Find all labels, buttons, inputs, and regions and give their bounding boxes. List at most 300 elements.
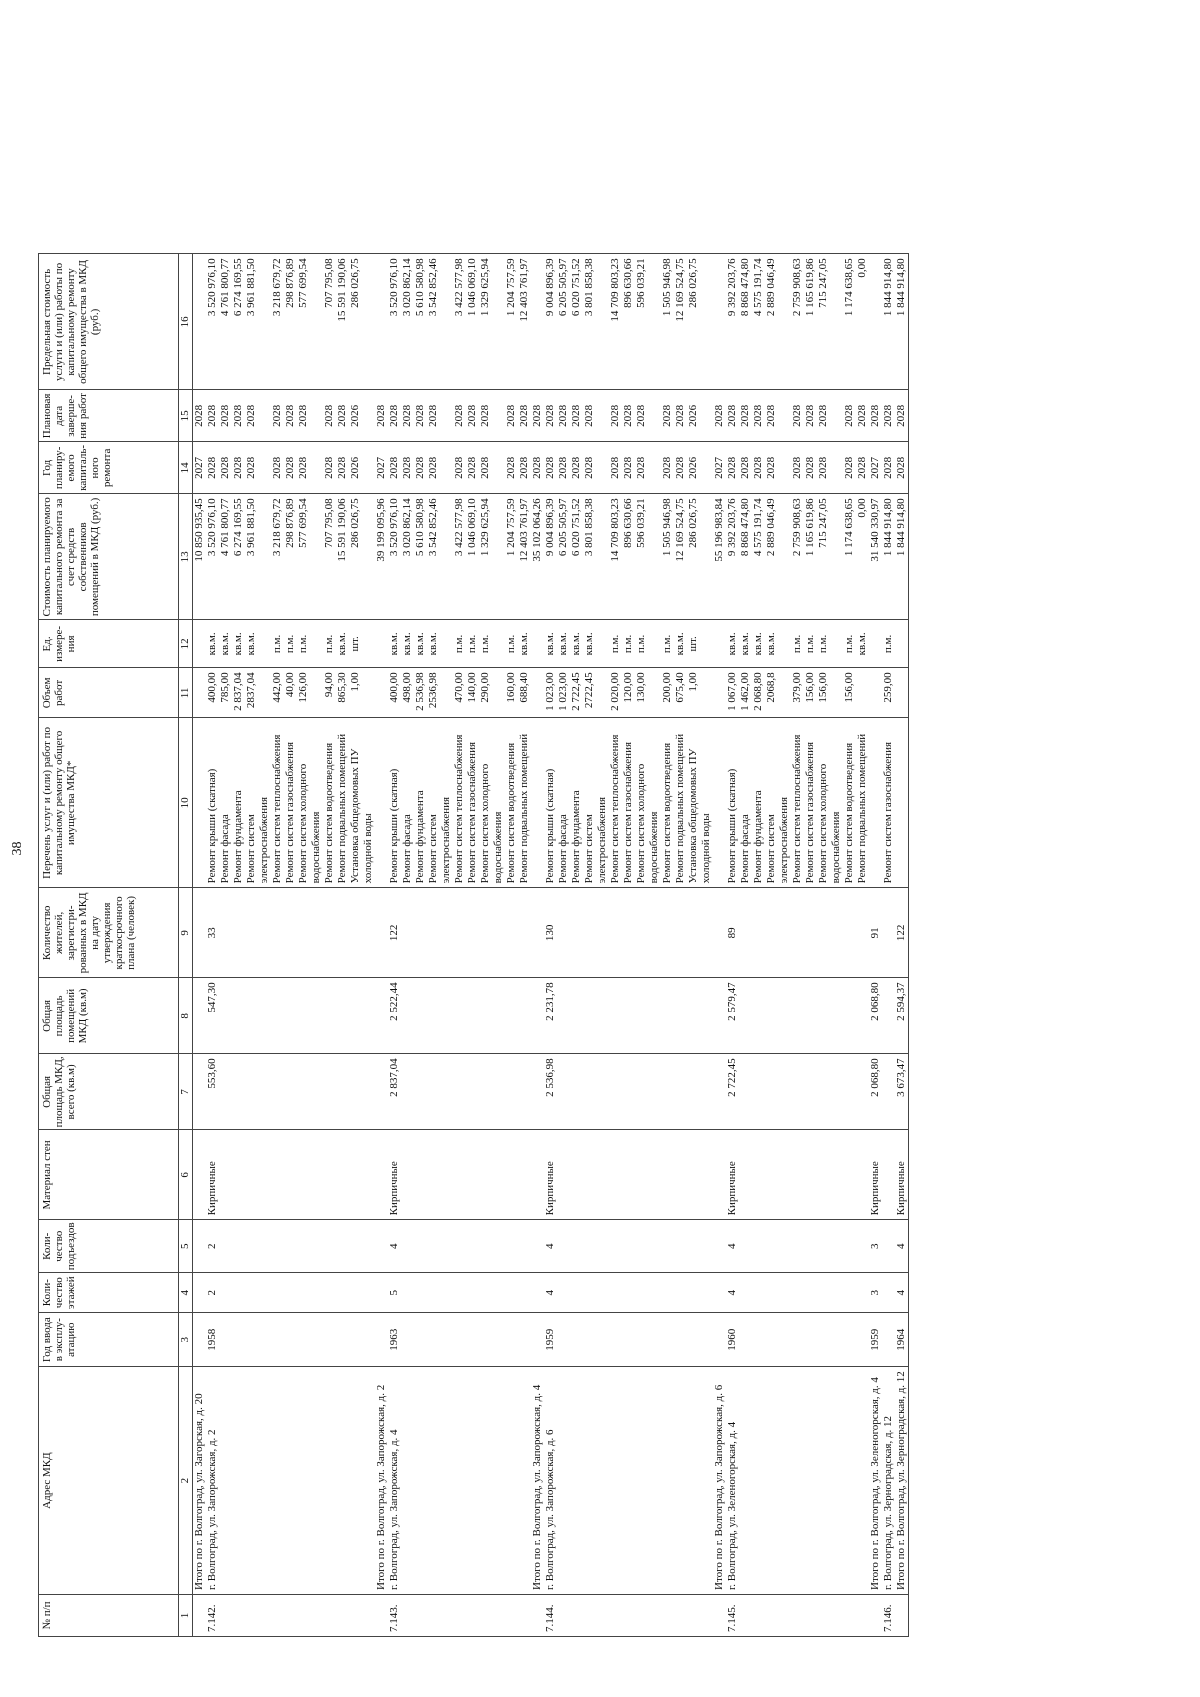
table-cell	[466, 1054, 479, 1130]
table-cell: Установка общедомовых ПУ	[687, 718, 700, 888]
table-cell	[375, 888, 388, 978]
table-cell	[843, 1130, 856, 1220]
table-cell: 2 068,80	[752, 668, 765, 718]
table-cell: 4	[726, 1220, 739, 1273]
table-cell: 2028	[752, 442, 765, 494]
table-cell	[336, 1220, 349, 1273]
table-cell	[765, 1595, 778, 1637]
table-cell: 2 579,47	[726, 978, 739, 1054]
table-cell	[895, 1595, 909, 1637]
table-cell: 1,00	[687, 668, 700, 718]
table-cell	[778, 978, 791, 1054]
column-number: 6	[179, 1130, 193, 1220]
column-number: 14	[179, 442, 193, 494]
table-cell	[791, 1595, 804, 1637]
table-cell	[596, 494, 609, 620]
table-cell	[830, 494, 843, 620]
table-row	[258, 254, 271, 1637]
table-cell	[882, 1054, 895, 1130]
header-cell: Перечень услуг и (или) работ по капитальному ремонту общего имущества МКД*	[39, 718, 179, 888]
table-cell	[895, 668, 909, 718]
table-cell: 2026	[687, 390, 700, 442]
table-cell	[765, 1313, 778, 1367]
table-cell	[440, 1220, 453, 1273]
table-cell	[271, 1220, 284, 1273]
header-row	[39, 254, 179, 1637]
table-cell	[752, 1313, 765, 1367]
table-cell: 286 026,75	[687, 254, 700, 390]
table-cell	[466, 888, 479, 978]
table-cell: 14 709 803,23	[609, 254, 622, 390]
table-cell: 55 196 983,84	[713, 494, 726, 620]
table-cell	[557, 978, 570, 1054]
table-cell	[284, 1220, 297, 1273]
table-cell	[609, 1054, 622, 1130]
table-cell	[362, 1313, 375, 1367]
table-cell: водоснабжения	[492, 718, 505, 888]
table-cell	[193, 888, 207, 978]
table-cell	[375, 1595, 388, 1637]
table-cell: 2 722,45	[570, 668, 583, 718]
table-cell: 140,00	[466, 668, 479, 718]
table-cell	[700, 1054, 713, 1130]
table-cell: 2028	[882, 390, 895, 442]
table-cell: 2028	[791, 390, 804, 442]
column-number: 1	[179, 1595, 193, 1637]
table-row	[531, 254, 544, 1637]
table-cell: кв.м.	[752, 620, 765, 668]
table-cell	[778, 1595, 791, 1637]
table-cell	[856, 888, 869, 978]
table-cell: 3 422 577,98	[453, 254, 466, 390]
table-cell	[830, 620, 843, 668]
table-cell: 596 039,21	[635, 254, 648, 390]
table-cell	[453, 1130, 466, 1220]
table-body	[193, 254, 909, 1637]
table-cell	[817, 1273, 830, 1313]
table-cell: 1 462,00	[739, 668, 752, 718]
table-cell	[375, 620, 388, 668]
table-cell	[713, 1054, 726, 1130]
table-cell	[518, 1367, 531, 1595]
table-cell	[427, 1595, 440, 1637]
table-cell	[843, 1273, 856, 1313]
table-cell	[752, 978, 765, 1054]
table-cell	[596, 620, 609, 668]
table-cell: 286 026,75	[687, 494, 700, 620]
table-cell	[817, 1367, 830, 1595]
table-cell	[505, 1220, 518, 1273]
table-cell	[570, 1054, 583, 1130]
table-cell: 2028	[817, 390, 830, 442]
header-cell: Ед. измере-ния	[39, 620, 179, 668]
table-cell: 2028	[752, 390, 765, 442]
table-cell	[219, 1054, 232, 1130]
table-cell	[609, 1313, 622, 1367]
table-row	[362, 254, 375, 1637]
table-cell	[258, 888, 271, 978]
table-cell: 12 169 524,75	[674, 254, 687, 390]
table-cell: 4	[726, 1273, 739, 1313]
table-cell	[466, 1273, 479, 1313]
table-row	[505, 254, 518, 1637]
table-cell	[232, 888, 245, 978]
table-cell: электроснабжения	[440, 718, 453, 888]
table-cell: Ремонт фасада	[219, 718, 232, 888]
table-cell: 2068,8	[765, 668, 778, 718]
table-cell: 2 068,80	[869, 978, 882, 1054]
table-row	[583, 254, 596, 1637]
table-row	[804, 254, 817, 1637]
table-cell: 2 020,00	[609, 668, 622, 718]
table-cell	[362, 888, 375, 978]
table-cell	[427, 1054, 440, 1130]
table-row	[375, 254, 388, 1637]
table-cell	[713, 1313, 726, 1367]
table-cell	[440, 1273, 453, 1313]
table-cell	[362, 1273, 375, 1313]
table-cell: 4	[544, 1220, 557, 1273]
table-cell	[531, 1273, 544, 1313]
table-cell	[869, 718, 882, 888]
table-cell	[414, 1595, 427, 1637]
table-cell: 89	[726, 888, 739, 978]
table-cell: Ремонт систем	[765, 718, 778, 888]
table-cell	[869, 620, 882, 668]
table-cell	[505, 1130, 518, 1220]
table-cell: 7.146.	[882, 1595, 895, 1637]
table-cell: водоснабжения	[830, 718, 843, 888]
table-cell	[791, 1220, 804, 1273]
table-cell	[765, 1273, 778, 1313]
table-cell: 1 329 625,94	[479, 254, 492, 390]
table-cell	[518, 1054, 531, 1130]
table-cell: 2028	[401, 390, 414, 442]
table-cell	[661, 1130, 674, 1220]
table-cell	[609, 978, 622, 1054]
table-cell	[219, 1313, 232, 1367]
table-cell	[310, 1220, 323, 1273]
table-cell	[427, 1130, 440, 1220]
table-row	[557, 254, 570, 1637]
table-cell	[440, 1054, 453, 1130]
table-cell	[700, 620, 713, 668]
table-cell: холодной воды	[700, 718, 713, 888]
table-cell: 3 520 976,10	[206, 254, 219, 390]
table-cell	[336, 1054, 349, 1130]
table-row	[414, 254, 427, 1637]
table-cell	[375, 1220, 388, 1273]
table-cell	[375, 1313, 388, 1367]
table-cell: 1 204 757,59	[505, 254, 518, 390]
table-cell: 4	[544, 1273, 557, 1313]
table-cell: 2028	[297, 442, 310, 494]
table-cell	[492, 1313, 505, 1367]
table-cell	[739, 1273, 752, 1313]
table-cell	[596, 254, 609, 390]
table-cell: Ремонт систем холодного	[635, 718, 648, 888]
table-cell	[635, 978, 648, 1054]
table-cell	[401, 1367, 414, 1595]
table-cell	[297, 978, 310, 1054]
table-cell	[466, 1130, 479, 1220]
table-cell	[245, 1054, 258, 1130]
table-cell	[453, 978, 466, 1054]
table-row	[765, 254, 778, 1637]
table-cell	[596, 1313, 609, 1367]
table-cell	[362, 494, 375, 620]
table-cell	[492, 1130, 505, 1220]
table-cell: 1 505 946,98	[661, 254, 674, 390]
table-cell: 12 403 761,97	[518, 494, 531, 620]
table-cell: Ремонт фундамента	[232, 718, 245, 888]
table-cell	[648, 1273, 661, 1313]
header-cell: Объем работ	[39, 668, 179, 718]
table-cell: Ремонт систем	[245, 718, 258, 888]
table-cell	[804, 1220, 817, 1273]
table-cell: 3 961 881,50	[245, 494, 258, 620]
table-cell	[648, 1130, 661, 1220]
table-cell	[310, 620, 323, 668]
table-cell	[375, 1130, 388, 1220]
table-cell	[739, 1367, 752, 1595]
table-cell: 200,00	[661, 668, 674, 718]
table-cell	[596, 978, 609, 1054]
table-row	[284, 254, 297, 1637]
table-cell	[427, 888, 440, 978]
table-cell: Ремонт систем водоотведения	[843, 718, 856, 888]
table-cell	[648, 888, 661, 978]
table-cell	[674, 1367, 687, 1595]
table-cell	[440, 888, 453, 978]
table-cell	[297, 1273, 310, 1313]
table-cell: 2722,45	[583, 668, 596, 718]
table-cell: п.м.	[323, 620, 336, 668]
table-cell: 2028	[245, 442, 258, 494]
table-cell	[687, 1595, 700, 1637]
table-cell	[687, 1273, 700, 1313]
table-cell: 6 020 751,52	[570, 254, 583, 390]
table-row	[622, 254, 635, 1637]
table-cell	[375, 718, 388, 888]
table-cell	[648, 1367, 661, 1595]
table-cell	[427, 1313, 440, 1367]
table-cell	[674, 1220, 687, 1273]
table-cell	[635, 1273, 648, 1313]
table-cell	[531, 668, 544, 718]
table-cell	[661, 1313, 674, 1367]
table-cell	[310, 442, 323, 494]
table-cell: 156,00	[817, 668, 830, 718]
table-cell	[856, 1595, 869, 1637]
table-cell: 6 205 505,97	[557, 494, 570, 620]
table-cell	[258, 1220, 271, 1273]
table-cell	[414, 1220, 427, 1273]
table-cell: 2028	[466, 442, 479, 494]
table-cell	[245, 1313, 258, 1367]
table-cell: 2028	[895, 390, 909, 442]
header-cell: Стоимость планируемого капитального ремонта за счет средств собственников помещений в МКД (руб.)	[39, 494, 179, 620]
table-row	[843, 254, 856, 1637]
table-cell	[271, 888, 284, 978]
table-cell	[271, 978, 284, 1054]
table-cell	[648, 1220, 661, 1273]
table-cell	[453, 1367, 466, 1595]
table-cell	[661, 1220, 674, 1273]
table-cell: Ремонт крыши (скатная)	[726, 718, 739, 888]
table-cell	[531, 1054, 544, 1130]
table-cell: 2028	[583, 442, 596, 494]
table-cell: 0,00	[856, 254, 869, 390]
table-cell: 298 876,89	[284, 494, 297, 620]
table-cell	[193, 1220, 207, 1273]
table-cell: 2028	[583, 390, 596, 442]
table-cell: Ремонт подвальных помещений	[336, 718, 349, 888]
table-cell	[219, 978, 232, 1054]
table-cell	[271, 1595, 284, 1637]
table-cell	[583, 1273, 596, 1313]
table-cell: 1 165 619,86	[804, 254, 817, 390]
table-cell: кв.м.	[583, 620, 596, 668]
table-cell	[596, 1054, 609, 1130]
table-cell	[635, 1313, 648, 1367]
table-row	[882, 254, 895, 1637]
table-cell: п.м.	[661, 620, 674, 668]
table-cell	[245, 1130, 258, 1220]
table-cell	[531, 718, 544, 888]
table-cell	[297, 1313, 310, 1367]
table-cell: 2028	[414, 390, 427, 442]
column-number: 13	[179, 494, 193, 620]
table-cell	[830, 254, 843, 390]
table-cell: 1,00	[349, 668, 362, 718]
table-cell	[310, 1273, 323, 1313]
table-cell: 688,40	[518, 668, 531, 718]
table-cell	[297, 1220, 310, 1273]
table-cell: 2028	[544, 442, 557, 494]
table-cell	[596, 1220, 609, 1273]
table-cell: п.м.	[271, 620, 284, 668]
table-cell	[804, 978, 817, 1054]
table-cell: водоснабжения	[310, 718, 323, 888]
table-cell	[570, 1273, 583, 1313]
table-cell	[583, 1595, 596, 1637]
table-cell: 1 165 619,86	[804, 494, 817, 620]
table-cell: 1 505 946,98	[661, 494, 674, 620]
table-cell: 2028	[388, 390, 401, 442]
table-cell	[193, 668, 207, 718]
table-cell	[193, 1054, 207, 1130]
table-cell: 2028	[674, 390, 687, 442]
table-cell: 3 218 679,72	[271, 494, 284, 620]
table-cell	[661, 888, 674, 978]
table-cell	[349, 1273, 362, 1313]
table-cell	[232, 978, 245, 1054]
table-cell: 7.143.	[388, 1595, 401, 1637]
table-cell	[752, 1595, 765, 1637]
table-cell	[713, 1273, 726, 1313]
table-cell: 2028	[518, 390, 531, 442]
table-cell: 1 844 914,80	[895, 494, 909, 620]
table-cell	[284, 1367, 297, 1595]
table-cell: 3 542 852,46	[427, 494, 440, 620]
column-number: 15	[179, 390, 193, 442]
table-cell	[492, 1367, 505, 1595]
table-cell	[245, 1367, 258, 1595]
table-row	[271, 254, 284, 1637]
table-cell	[492, 1273, 505, 1313]
table-cell: 2028	[206, 390, 219, 442]
table-cell: 4 575 191,74	[752, 254, 765, 390]
table-cell: водоснабжения	[648, 718, 661, 888]
table-cell: кв.м.	[557, 620, 570, 668]
table-cell: 2 231,78	[544, 978, 557, 1054]
table-cell: п.м.	[284, 620, 297, 668]
table-cell: Ремонт фундамента	[414, 718, 427, 888]
table-cell	[362, 1220, 375, 1273]
table-cell	[453, 1273, 466, 1313]
table-cell	[323, 1313, 336, 1367]
table-cell: 2028	[674, 442, 687, 494]
table-cell	[427, 1273, 440, 1313]
table-cell	[882, 1130, 895, 1220]
table-row	[544, 254, 557, 1637]
table-cell	[791, 1273, 804, 1313]
table-cell: 2028	[856, 442, 869, 494]
table-cell	[453, 888, 466, 978]
table-cell: 2028	[297, 390, 310, 442]
table-cell	[284, 1054, 297, 1130]
table-cell: 31 540 330,97	[869, 494, 882, 620]
table-cell	[583, 978, 596, 1054]
table-cell	[596, 888, 609, 978]
table-cell: п.м.	[635, 620, 648, 668]
table-cell	[687, 1220, 700, 1273]
table-cell	[245, 1595, 258, 1637]
table-cell	[700, 390, 713, 442]
table-cell: 6 205 505,97	[557, 254, 570, 390]
table-cell: Кирпичные	[206, 1130, 219, 1220]
table-row	[310, 254, 323, 1637]
table-cell: 2028	[765, 390, 778, 442]
table-cell: 2028	[505, 390, 518, 442]
table-cell: 2028	[609, 390, 622, 442]
table-cell: 40,00	[284, 668, 297, 718]
table-cell	[648, 390, 661, 442]
table-cell: 707 795,08	[323, 254, 336, 390]
table-cell	[440, 494, 453, 620]
table-cell: 3 218 679,72	[271, 254, 284, 390]
table-cell	[622, 1130, 635, 1220]
table-cell	[713, 718, 726, 888]
table-cell: Ремонт фундамента	[752, 718, 765, 888]
table-cell: Ремонт систем	[583, 718, 596, 888]
table-cell	[557, 1130, 570, 1220]
table-cell: 2028	[375, 390, 388, 442]
table-cell	[895, 620, 909, 668]
table-row	[492, 254, 505, 1637]
header-cell: Количество жителей, зарегистри-рованных в МКД на дату утверждения краткосрочного плана (человек)	[39, 888, 179, 978]
table-cell	[258, 1273, 271, 1313]
table-cell	[362, 978, 375, 1054]
table-cell	[856, 1313, 869, 1367]
table-cell: 2028	[479, 442, 492, 494]
table-cell	[258, 442, 271, 494]
table-row	[427, 254, 440, 1637]
table-cell	[700, 888, 713, 978]
table-cell: кв.м.	[245, 620, 258, 668]
table-cell	[466, 1367, 479, 1595]
